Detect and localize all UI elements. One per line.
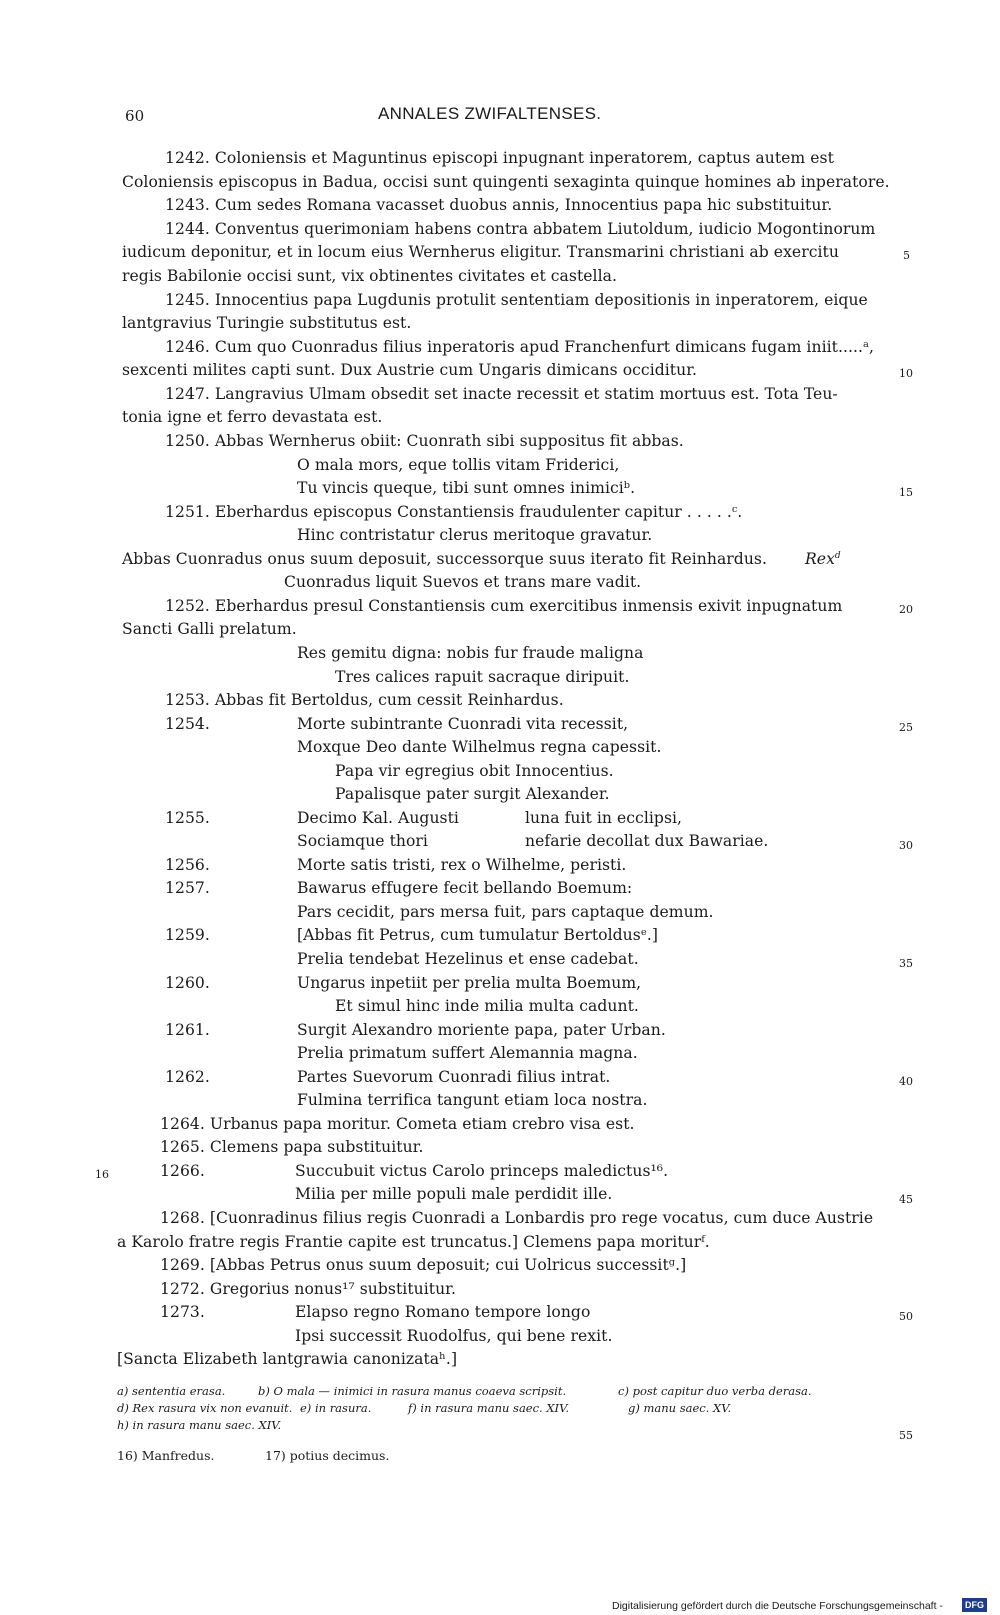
- footnote-c: c) post capitur duo verba derasa.: [618, 1384, 812, 1398]
- verse-line: Morte subintrante Cuonradi vita recessit,: [297, 715, 629, 733]
- year-label: 1256.: [165, 856, 210, 874]
- verse-line: Succubuit victus Carolo princeps maledictus¹⁶.: [295, 1162, 669, 1180]
- margin-number: 40: [899, 1075, 913, 1088]
- footnote-e: e) in rasura.: [300, 1401, 372, 1415]
- annal-line: Coloniensis episcopus in Badua, occisi sunt quingenti sexaginta quinque homines ab inperatore.: [122, 173, 890, 191]
- annal-line: 1252. Eberhardus presul Constantiensis cum exercitibus inmensis exivit inpugnatum: [165, 597, 843, 615]
- verse-line: Pars cecidit, pars mersa fuit, pars captaque demum.: [297, 903, 714, 921]
- margin-number: 35: [899, 957, 913, 970]
- annal-line: 1253. Abbas fit Bertoldus, cum cessit Reinhardus.: [165, 691, 564, 709]
- verse-line: Tres calices rapuit sacraque diripuit.: [335, 668, 630, 686]
- dfg-logo: DFG: [962, 1598, 987, 1612]
- annal-line: 1269. [Abbas Petrus onus suum deposuit; cui Uolricus successitᵍ.]: [160, 1256, 687, 1274]
- annal-line: 1244. Conventus querimoniam habens contra abbatem Liutoldum, iudicio Mogontinorum: [165, 220, 876, 238]
- footnote-b: b) O mala — inimici in rasura manus coaeva scripsit.: [258, 1384, 567, 1398]
- verse-line: Ungarus inpetiit per prelia multa Boemum,: [297, 974, 642, 992]
- running-title: ANNALES ZWIFALTENSES.: [378, 104, 602, 123]
- verse-line: Bawarus effugere fecit bellando Boemum:: [297, 879, 633, 897]
- footnote-h: h) in rasura manu saec. XIV.: [117, 1418, 282, 1432]
- annal-line: 1264. Urbanus papa moritur. Cometa etiam crebro visa est.: [160, 1115, 635, 1133]
- year-label: 1254.: [165, 715, 210, 733]
- annal-line: 1250. Abbas Wernherus obiit: Cuonrath sibi suppositus fit abbas.: [165, 432, 684, 450]
- margin-number: 10: [899, 367, 913, 380]
- verse-line: [Abbas fit Petrus, cum tumulatur Bertoldusᵉ.]: [297, 926, 659, 944]
- verse-line: Papa vir egregius obit Innocentius.: [335, 762, 614, 780]
- footer-credit: Digitalisierung gefördert durch die Deutsche Forschungsgemeinschaft -: [612, 1600, 943, 1612]
- margin-number: 30: [899, 839, 913, 852]
- verse-line: Surgit Alexandro moriente papa, pater Urban.: [297, 1021, 666, 1039]
- annal-line: regis Babilonie occisi sunt, vix obtinentes civitates et castella.: [122, 267, 617, 285]
- annal-line: 1245. Innocentius papa Lugdunis protulit sententiam depositionis in inperatorem, eique: [165, 291, 868, 309]
- verse-line: Partes Suevorum Cuonradi filius intrat.: [297, 1068, 611, 1086]
- verse-line: Sociamque thori: [297, 832, 428, 850]
- annal-line: Abbas Cuonradus onus suum deposuit, successorque suus iterato fit Reinhardus.: [122, 550, 767, 568]
- annal-line: 1242. Coloniensis et Maguntinus episcopi inpugnant inperatorem, captus autem est: [165, 149, 834, 167]
- annal-line: 1268. [Cuonradinus filius regis Cuonradi a Lonbardis pro rege vocatus, cum duce Austrie: [160, 1209, 874, 1227]
- verse-line: Elapso regno Romano tempore longo: [295, 1303, 591, 1321]
- annal-line: sexcenti milites capti sunt. Dux Austrie cum Ungaris dimicans occiditur.: [122, 361, 698, 379]
- margin-number: 20: [899, 603, 913, 616]
- verse-line: Decimo Kal. Augusti: [297, 809, 459, 827]
- annal-line: 1247. Langravius Ulmam obsedit set inacte recessit et statim mortuus est. Tota Teu-: [165, 385, 838, 403]
- margin-number: 25: [899, 721, 913, 734]
- rex-word: Rex$^d$: [805, 550, 841, 568]
- year-label: 1259.: [165, 926, 210, 944]
- verse-line: Prelia tendebat Hezelinus et ense cadebat.: [297, 950, 639, 968]
- year-label: 1273.: [160, 1303, 205, 1321]
- footnote-17: 17) potius decimus.: [265, 1448, 390, 1463]
- annal-line: 1243. Cum sedes Romana vacasset duobus annis, Innocentius papa hic substituitur.: [165, 196, 833, 214]
- annal-line: 1272. Gregorius nonus¹⁷ substituitur.: [160, 1280, 456, 1298]
- verse-line: Morte satis tristi, rex o Wilhelme, peristi.: [297, 856, 627, 874]
- annal-line: [Sancta Elizabeth lantgrawia canonizataʰ.]: [117, 1350, 458, 1368]
- margin-number: 45: [899, 1193, 913, 1206]
- annal-line: a Karolo fratre regis Frantie capite est truncatus.] Clemens papa moriturᶠ.: [117, 1233, 710, 1251]
- year-label: 1257.: [165, 879, 210, 897]
- verse-line: luna fuit in ecclipsi,: [525, 809, 683, 827]
- footnote-g: g) manu saec. XV.: [628, 1401, 732, 1415]
- margin-number: 5: [903, 249, 910, 262]
- verse-line: Fulmina terrifica tangunt etiam loca nostra.: [297, 1091, 648, 1109]
- margin-number: 55: [899, 1429, 913, 1442]
- verse-line: Res gemitu digna: nobis fur fraude maligna: [297, 644, 644, 662]
- margin-number: 50: [899, 1310, 913, 1323]
- verse-line: Tu vincis queque, tibi sunt omnes inimiciᵇ.: [297, 479, 636, 497]
- verse-line: Et simul hinc inde milia multa cadunt.: [335, 997, 639, 1015]
- verse-line: Papalisque pater surgit Alexander.: [335, 785, 610, 803]
- verse-line: Moxque Deo dante Wilhelmus regna capessit.: [297, 738, 662, 756]
- year-label: 1260.: [165, 974, 210, 992]
- annal-line: Cuonradus liquit Suevos et trans mare vadit.: [284, 573, 642, 591]
- footnote-d: d) Rex rasura vix non evanuit.: [117, 1401, 293, 1415]
- verse-line: Ipsi successit Ruodolfus, qui bene rexit.: [295, 1327, 613, 1345]
- year-label: 1255.: [165, 809, 210, 827]
- annal-line: 1251. Eberhardus episcopus Constantiensis fraudulenter capitur . . . . .ᶜ.: [165, 503, 743, 521]
- year-label: 1266.: [160, 1162, 205, 1180]
- annal-line: 1265. Clemens papa substituitur.: [160, 1138, 424, 1156]
- annal-line: Sancti Galli prelatum.: [122, 620, 297, 638]
- annal-line: lantgravius Turingie substitutus est.: [122, 314, 412, 332]
- verse-line: Hinc contristatur clerus meritoque gravatur.: [297, 526, 653, 544]
- verse-line: Prelia primatum suffert Alemannia magna.: [297, 1044, 638, 1062]
- year-label: 1262.: [165, 1068, 210, 1086]
- footnote-f: f) in rasura manu saec. XIV.: [408, 1401, 570, 1415]
- verse-line: Milia per mille populi male perdidit ille.: [295, 1185, 613, 1203]
- footnote-a: a) sententia erasa.: [117, 1384, 226, 1398]
- annal-line: tonia igne et ferro devastata est.: [122, 408, 383, 426]
- verse-line: nefarie decollat dux Bawariae.: [525, 832, 769, 850]
- annal-line: iudicum deponitur, et in locum eius Wernherus eligitur. Transmarini christiani ab exercitu: [122, 243, 839, 261]
- footnote-16: 16) Manfredus.: [117, 1448, 215, 1463]
- page-number: 60: [125, 107, 145, 125]
- annal-line: 1246. Cum quo Cuonradus filius inperatoris apud Franchenfurt dimicans fugam iniit.....ᵃ,: [165, 338, 875, 356]
- year-label: 1261.: [165, 1021, 210, 1039]
- margin-number: 15: [899, 486, 913, 499]
- margin-number-left: 16: [95, 1168, 109, 1181]
- verse-line: O mala mors, eque tollis vitam Friderici,: [297, 456, 620, 474]
